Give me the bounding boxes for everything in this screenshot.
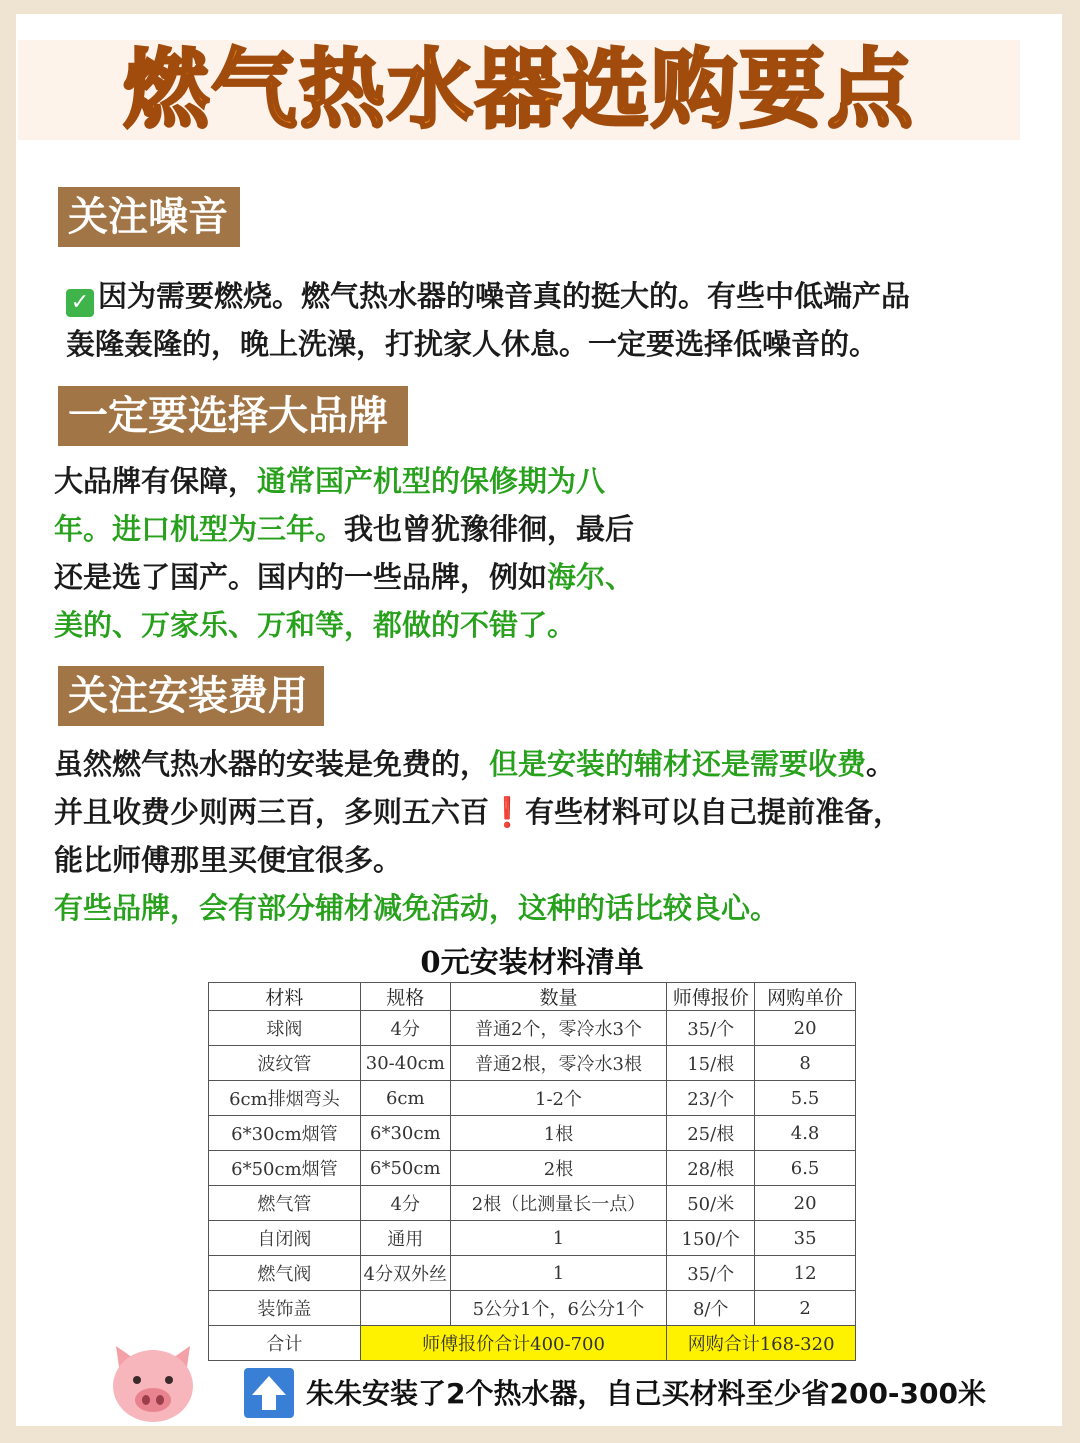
- section-heading-install-fee: 关注安装费用: [58, 666, 324, 726]
- table-row: 自闭阀 通用 1 150/个 35: [209, 1221, 856, 1256]
- table-total-row: [209, 1326, 856, 1361]
- footer-note: 朱朱安装了2个热水器，自己买材料至少省200-300米: [306, 1377, 987, 1410]
- page-title: 燃气热水器选购要点: [123, 40, 915, 140]
- column-header: 网购单价: [755, 983, 856, 1011]
- total-label: 合计: [209, 1326, 361, 1361]
- table-row: 燃气管 4分 2根（比测量长一点） 50/米 20: [209, 1186, 856, 1221]
- up-arrow-icon: [244, 1368, 294, 1418]
- total-master-price: 师傅报价合计400-700: [360, 1326, 666, 1361]
- table-row: 装饰盖 5公分1个，6公分1个 8/个 2: [209, 1291, 856, 1326]
- brand-paragraph: 大品牌有保障，通常国产机型的保修期为八 年。进口机型为三年。我也曾犹豫徘徊，最后 还是选了国产。国内的一些品牌，例如海尔、 美的、万家乐、万和等，都做的不错了。: [54, 464, 635, 642]
- table-header-row: [209, 983, 856, 1011]
- column-header: 师傅报价: [667, 983, 755, 1011]
- check-icon: ✓: [66, 289, 94, 317]
- noise-paragraph: ✓ 因为需要燃烧。燃气热水器的噪音真的挺大的。有些中低端产品 轰隆轰隆的，晚上洗澡，打扰家人休息。一定要选择低噪音的。: [66, 279, 911, 361]
- column-header: 规格: [360, 983, 450, 1011]
- install-fee-paragraph: 虽然燃气热水器的安装是免费的，但是安装的辅材还是需要收费。 并且收费少则两三百，多则五六百❗有些材料可以自己提前准备， 能比师傅那里买便宜很多。 有些品牌，会有部分辅材减免活动，这种的话比较良心。: [54, 747, 903, 925]
- column-header: 材料: [209, 983, 361, 1011]
- total-online-price: 网购合计168-320: [667, 1326, 856, 1361]
- table-row: 燃气阀 4分双外丝 1 35/个 12: [209, 1256, 856, 1291]
- pig-icon: [106, 1340, 200, 1424]
- materials-table: [208, 982, 856, 1361]
- table-row: 6*50cm烟管 6*50cm 2根 28/根 6.5: [209, 1151, 856, 1186]
- table-row: 波纹管 30-40cm 普通2根，零冷水3根 15/根 8: [209, 1046, 856, 1081]
- exclamation-icon: ❗: [489, 795, 526, 829]
- table-row: 6cm排烟弯头 6cm 1-2个 23/个 5.5: [209, 1081, 856, 1116]
- table-body: [209, 1011, 856, 1361]
- table-row: 6*30cm烟管 6*30cm 1根 25/根 4.8: [209, 1116, 856, 1151]
- table-title: 0元安装材料清单: [420, 945, 644, 979]
- column-header: 数量: [450, 983, 667, 1011]
- section-heading-brand: 一定要选择大品牌: [58, 386, 408, 446]
- table-row: 球阀 4分 普通2个，零冷水3个 35/个 20: [209, 1011, 856, 1046]
- section-heading-noise: 关注噪音: [58, 187, 240, 247]
